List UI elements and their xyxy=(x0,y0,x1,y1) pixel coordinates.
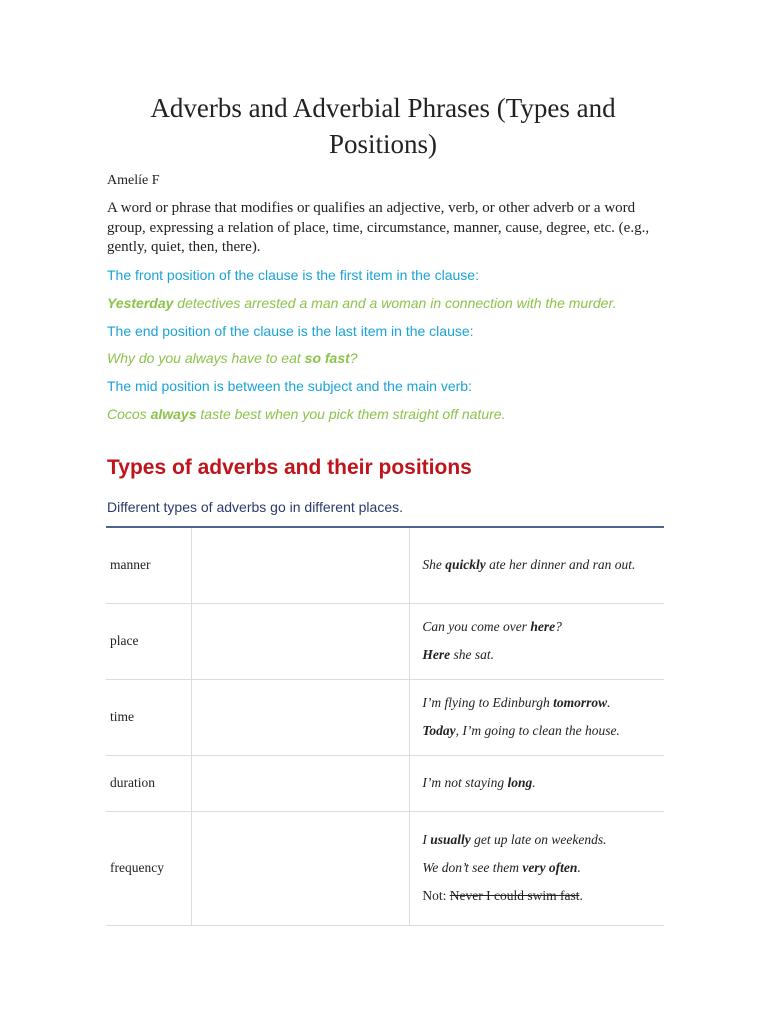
example-adverb: Here xyxy=(422,647,451,662)
note-punctuation: . xyxy=(579,888,583,903)
table-row xyxy=(106,755,664,811)
example-text: Can you come over xyxy=(422,619,531,634)
document-title: Adverbs and Adverbial Phrases (Types and Positions) xyxy=(150,93,616,159)
mid-position-rule: The mid position is between the subject and the main verb: xyxy=(107,378,472,394)
section-intro: Different types of adverbs go in different places. xyxy=(107,499,403,515)
example-text: She xyxy=(422,557,446,573)
example-adverb: so fast xyxy=(304,350,350,366)
example-adverb: usually xyxy=(430,832,471,847)
example-adverb: Yesterday xyxy=(107,295,174,311)
adverb-type-cell: manner xyxy=(106,527,192,603)
example-adverb: long xyxy=(507,775,533,790)
example-text: . xyxy=(532,775,536,790)
example-adverb: very often xyxy=(522,860,578,875)
table-row xyxy=(106,811,664,925)
example-adverb: here xyxy=(530,619,556,634)
example-adverb: Today xyxy=(422,723,456,738)
empty-cell xyxy=(192,811,410,925)
example-text: . xyxy=(607,695,611,710)
adverb-type-cell: time xyxy=(106,679,192,755)
empty-cell xyxy=(192,679,410,755)
example-cell xyxy=(410,755,664,811)
table-row xyxy=(106,679,664,755)
example-text: Why do you always have to eat xyxy=(107,350,305,366)
example-text: I’m not staying xyxy=(422,775,508,790)
example-text: We don’t see them xyxy=(422,860,523,875)
adverb-type-cell: duration xyxy=(106,755,192,811)
example-text: get up late on weekends. xyxy=(470,832,607,847)
example-text: . xyxy=(577,860,581,875)
empty-cell xyxy=(192,755,410,811)
example-sentence xyxy=(422,694,652,712)
end-position-rule: The end position of the clause is the last item in the clause: xyxy=(107,323,474,339)
empty-cell xyxy=(192,603,410,679)
example-adverb: quickly xyxy=(445,557,486,573)
author-name: Amelíe F xyxy=(107,173,160,188)
example-sentence xyxy=(422,774,652,792)
example-sentence xyxy=(422,646,652,664)
example-text: , I’m going to clean the house. xyxy=(455,723,620,738)
end-position-example xyxy=(107,350,687,366)
incorrect-example xyxy=(422,887,652,905)
example-cell xyxy=(410,603,664,679)
table-row xyxy=(106,603,664,679)
empty-cell xyxy=(192,527,410,603)
adverb-type-cell: place xyxy=(106,603,192,679)
example-sentence xyxy=(422,618,652,636)
example-text: Cocos xyxy=(107,406,151,422)
adverb-types-table xyxy=(106,526,664,926)
example-text: I xyxy=(422,832,431,847)
example-text: detectives arrested a man and a woman in connection with the murder. xyxy=(173,295,617,311)
note-label: Not: xyxy=(422,888,450,903)
example-sentence xyxy=(422,831,652,849)
table-row xyxy=(106,527,664,603)
example-cell xyxy=(410,527,664,603)
example-sentence xyxy=(422,722,652,740)
example-adverb: always xyxy=(150,406,197,422)
example-text: I’m flying to Edinburgh xyxy=(422,695,554,710)
struck-example: Never I could swim fast xyxy=(449,888,580,903)
example-adverb: tomorrow xyxy=(553,695,608,710)
example-text: ate her dinner and ran out. xyxy=(485,557,636,573)
example-text: taste best when you pick them straight off nature. xyxy=(196,406,506,422)
example-text: she sat. xyxy=(450,647,494,662)
front-position-rule: The front position of the clause is the first item in the clause: xyxy=(107,267,479,283)
adverb-type-cell: frequency xyxy=(106,811,192,925)
front-position-example xyxy=(107,295,687,311)
example-sentence xyxy=(422,859,652,877)
example-cell xyxy=(410,679,664,755)
example-text: ? xyxy=(555,619,562,634)
example-sentence xyxy=(422,556,652,574)
example-text: ? xyxy=(349,350,358,366)
example-cell xyxy=(410,811,664,925)
mid-position-example xyxy=(107,406,687,422)
section-heading: Types of adverbs and their positions xyxy=(107,456,472,479)
definition-paragraph: A word or phrase that modifies or qualifies an adjective, verb, or other adverb or a word group, expressing a relation of place, time, circumstance, manner, cause, degree, etc. (e.g., gently, quiet, then, there). xyxy=(107,200,650,255)
